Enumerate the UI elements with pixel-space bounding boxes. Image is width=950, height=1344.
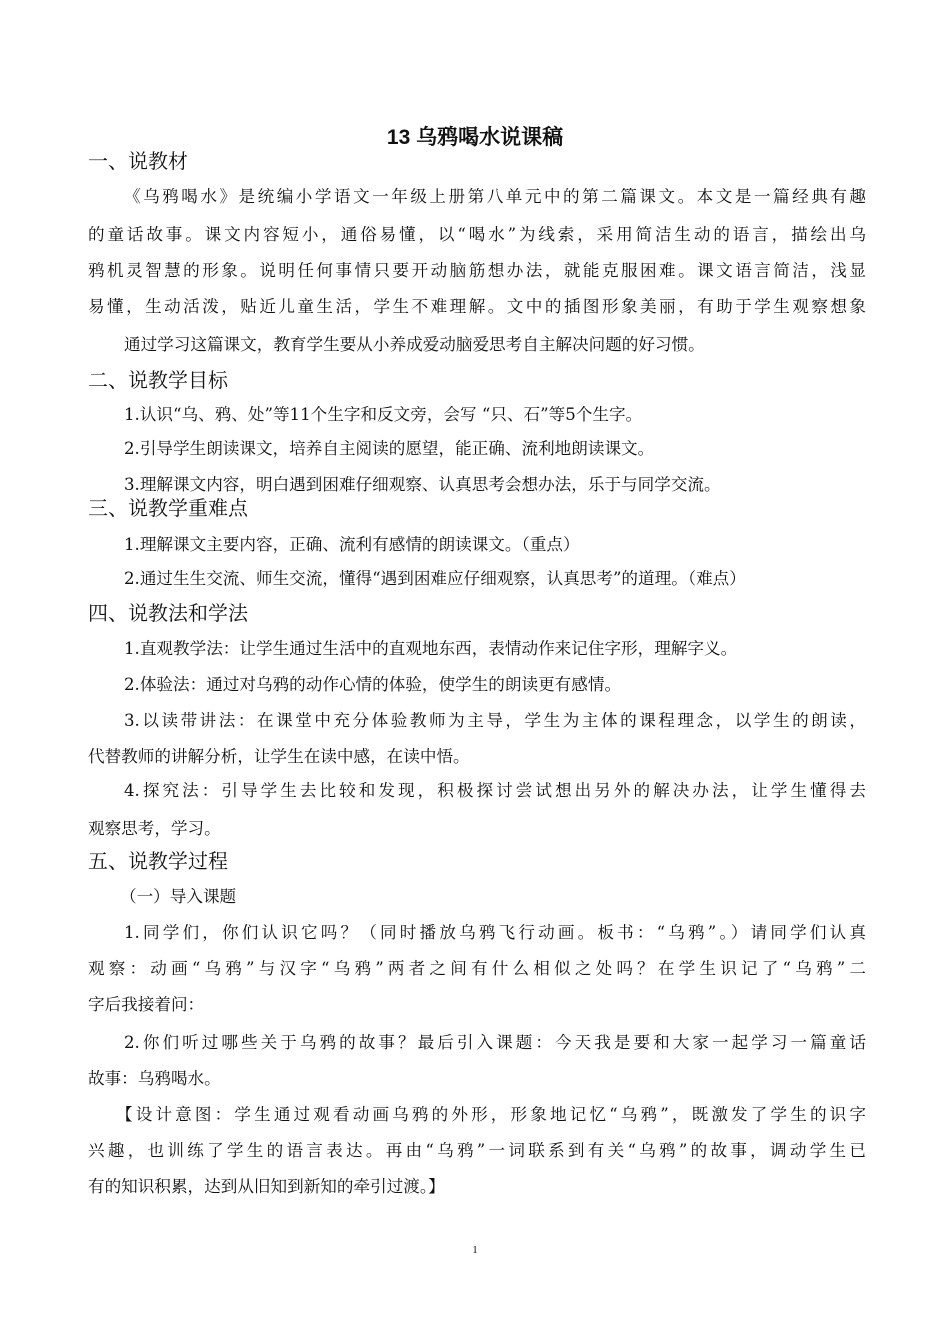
paragraph-line: 通过学习这篇课文，教育学生要从小养成爱动脑爱思考自主解决问题的好习惯。 [124, 335, 705, 354]
paragraph-line: 的童话故事。课文内容短小，通俗易懂，以“喝水”为线索，采用简洁生动的语言，描绘出乌 [88, 225, 866, 244]
paragraph-line: 易懂，生动活泼，贴近儿童生活，学生不难理解。文中的插图形象美丽，有助于学生观察想象 [88, 297, 866, 316]
document-title: 13 乌鸦喝水说课稿 [386, 126, 564, 149]
key-point-item: 2.通过生生交流、师生交流，懂得“遇到困难应仔细观察，认真思考”的道理。（难点） [124, 569, 746, 588]
paragraph-line: 《乌鸦喝水》是统编小学语文一年级上册第八单元中的第二篇课文。本文是一篇经典有趣 [124, 187, 866, 206]
section-heading-key-difficulties: 三、说教学重难点 [88, 496, 248, 520]
process-line: 1.同学们，你们认识它吗？（同时播放乌鸦飞行动画。板书：“乌鸦”。）请同学们认真 [124, 923, 866, 942]
method-item: 4.探究法：引导学生去比较和发现，积极探讨尝试想出另外的解决办法，让学生懂得去 [124, 781, 866, 800]
section-heading-teaching-material: 一、说教材 [88, 149, 188, 173]
process-line: 故事：乌鸦喝水。 [88, 1069, 221, 1088]
process-line: 2.你们听过哪些关于乌鸦的故事？最后引入课题：今天我是要和大家一起学习一篇童话 [124, 1033, 866, 1052]
method-item-continued: 代替教师的讲解分析，让学生在读中感，在读中悟。 [88, 747, 470, 766]
section-heading-teaching-process: 五、说教学过程 [88, 849, 228, 873]
page-number: 1 [472, 1244, 478, 1256]
goal-item: 3.理解课文内容，明白遇到困难仔细观察、认真思考会想办法，乐于与同学交流。 [124, 475, 721, 494]
design-intent-line: 有的知识积累，达到从旧知到新知的牵引过渡。】 [88, 1177, 445, 1196]
method-item: 1.直观教学法：让学生通过生活中的直观地东西，表情动作来记住字形，理解字义。 [124, 639, 738, 658]
key-point-item: 1.理解课文主要内容，正确、流利有感情的朗读课文。（重点） [124, 535, 580, 554]
section-heading-methods: 四、说教法和学法 [88, 601, 248, 625]
subsection-heading-introduction: （一）导入课题 [120, 887, 237, 906]
method-item: 2.体验法：通过对乌鸦的动作心情的体验，使学生的朗读更有感情。 [124, 675, 622, 694]
method-item-continued: 观察思考，学习。 [88, 819, 221, 838]
section-heading-teaching-goals: 二、说教学目标 [88, 368, 228, 392]
design-intent-line: 兴趣，也训练了学生的语言表达。再由“乌鸦”一词联系到有关“乌鸦”的故事，调动学生已 [88, 1141, 866, 1160]
goal-item: 2.引导学生朗读课文，培养自主阅读的愿望，能正确、流利地朗读课文。 [124, 439, 655, 458]
paragraph-line: 鸦机灵智慧的形象。说明任何事情只要开动脑筋想办法，就能克服困难。课文语言简洁，浅显 [88, 261, 866, 280]
design-intent-line: 【设计意图：学生通过观看动画乌鸦的外形，形象地记忆“乌鸦”，既激发了学生的识字 [116, 1105, 866, 1124]
process-line: 字后我接着问： [88, 995, 205, 1014]
goal-item: 1.认识“乌、鸦、处”等11个生字和反文旁，会写 “只、石”等5个生字。 [124, 405, 643, 424]
process-line: 观察：动画“乌鸦”与汉字“乌鸦”两者之间有什么相似之处吗？在学生识记了“乌鸦”二 [88, 959, 866, 978]
method-item: 3.以读带讲法：在课堂中充分体验教师为主导，学生为主体的课程理念，以学生的朗读， [124, 711, 866, 730]
